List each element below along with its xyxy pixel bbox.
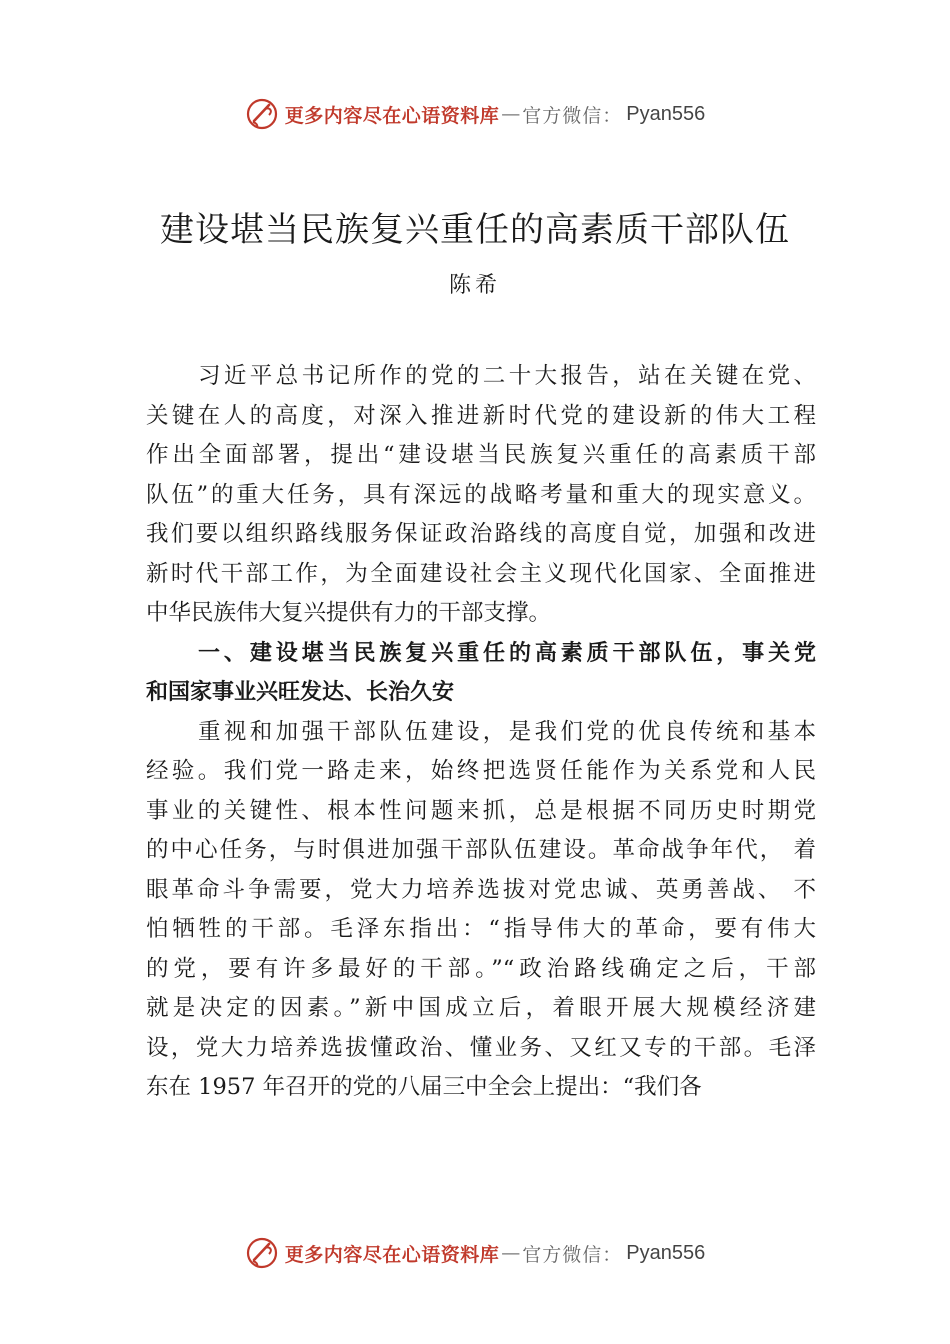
text-line: 我们要以组织路线服务保证政治路线的高度自觉，加强和改进 xyxy=(146,521,816,547)
banner-dash: — xyxy=(501,1242,521,1264)
text-line: 新时代干部工作，为全面建设社会主义现代化国家、全面推进 xyxy=(146,560,816,587)
brush-logo-icon xyxy=(245,97,279,131)
text-line: 经验。我们党一路走来，始终把选贤任能作为关系党和人民 xyxy=(146,758,816,784)
site-name: 更多内容尽在心语资料库 xyxy=(284,1243,500,1266)
text-line: 关键在人的高度，对深入推进新时代党的建设新的伟大工程 xyxy=(146,402,816,429)
text-line: 习近平总书记所作的党的二十大报告，站在关键在党、 xyxy=(198,363,816,389)
text-line: 事业的关键性、根本性问题来抓，总是根据不同历史时期党 xyxy=(146,797,816,824)
article-author: 陈希 xyxy=(448,273,501,298)
section-heading xyxy=(146,634,816,713)
text-line: 中华民族伟大复兴提供有力的干部支撑。 xyxy=(146,600,552,626)
article-title: 建设堪当民族复兴重任的高素质干部队伍 xyxy=(160,210,790,250)
paragraph xyxy=(146,357,816,634)
text-line: 的中心任务，与时俱进加强干部队伍建设。革命战争年代， 着 xyxy=(146,837,816,863)
paragraph xyxy=(146,713,816,1108)
heading-line: 一、建设堪当民族复兴重任的高素质干部队伍，事关党 xyxy=(198,640,816,666)
wechat-id: Pyan556 xyxy=(626,102,706,125)
text-line: 作出全面部署，提出“建设堪当民族复兴重任的高素质干部 xyxy=(146,442,816,468)
text-line: 的党，要有许多最好的干部。”“政治路线确定之后，干部 xyxy=(146,955,816,982)
wechat-label: 官方微信： xyxy=(522,104,623,127)
wechat-label: 官方微信： xyxy=(522,1243,623,1266)
article-body xyxy=(146,357,816,1108)
brush-logo-icon xyxy=(245,1236,279,1270)
text-line: 眼革命斗争需要，党大力培养选拔对党忠诚、英勇善战、 不 xyxy=(146,876,816,903)
wechat-id: Pyan556 xyxy=(626,1241,706,1264)
footer-banner xyxy=(0,1233,950,1273)
heading-line: 和国家事业兴旺发达、长治久安 xyxy=(146,680,455,705)
site-name: 更多内容尽在心语资料库 xyxy=(284,104,500,127)
text-line: 设，党大力培养选拔懂政治、懂业务、又红又专的干部。毛泽 xyxy=(146,1034,816,1061)
banner-dash: — xyxy=(501,103,521,125)
text-line: 就是决定的因素。”新中国成立后，着眼开展大规模经济建 xyxy=(146,995,816,1021)
text-line: 东在 1957 年召开的党的八届三中全会上提出：“我们各 xyxy=(146,1074,702,1100)
text-line: 怕牺牲的干部。毛泽东指出：“指导伟大的革命，要有伟大 xyxy=(146,916,816,942)
text-line: 队伍”的重大任务，具有深远的战略考量和重大的现实意义。 xyxy=(146,481,816,508)
text-line: 重视和加强干部队伍建设，是我们党的优良传统和基本 xyxy=(198,718,816,745)
header-banner xyxy=(0,94,950,134)
